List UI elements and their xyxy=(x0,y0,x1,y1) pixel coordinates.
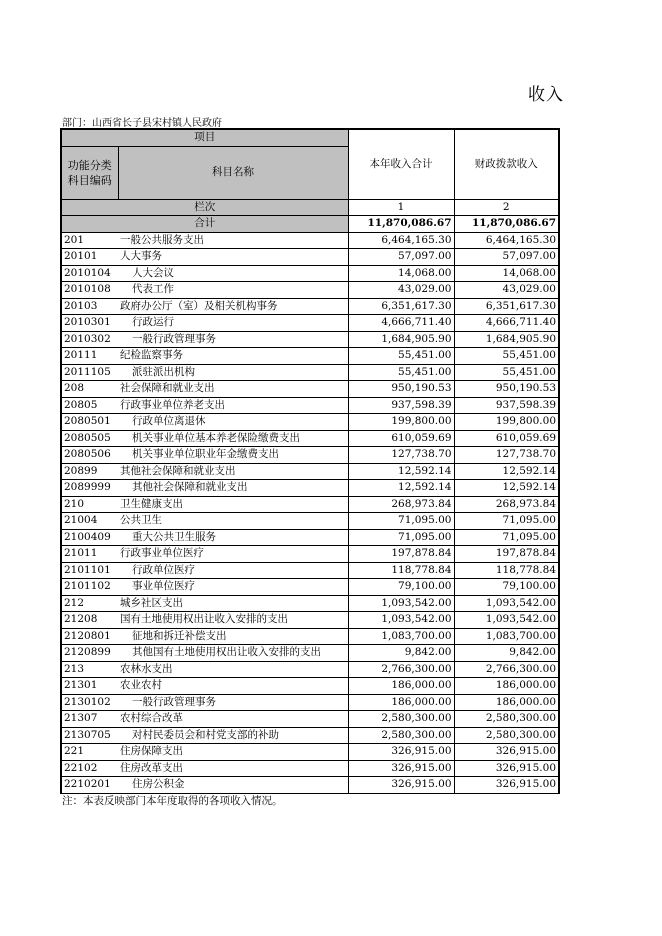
total-c2: 11,870,086.67 xyxy=(454,216,559,233)
row-income-total: 55,451.00 xyxy=(348,348,454,365)
row-name: 其他社会保障和就业支出 xyxy=(118,480,348,497)
row-income-total: 4,666,711.40 xyxy=(348,315,454,332)
row-income-total: 326,915.00 xyxy=(348,777,454,794)
row-code: 20805 xyxy=(61,397,118,414)
table-row xyxy=(61,529,559,546)
row-income-total: 2,580,300.00 xyxy=(348,727,454,744)
row-fiscal-income: 610,059.69 xyxy=(454,430,559,447)
row-fiscal-income: 197,878.84 xyxy=(454,546,559,563)
row-income-total: 55,451.00 xyxy=(348,364,454,381)
row-fiscal-income: 1,083,700.00 xyxy=(454,628,559,645)
row-income-total: 326,915.00 xyxy=(348,744,454,761)
header-row-label: 栏次 xyxy=(61,199,348,216)
row-name: 机关事业单位职业年金缴费支出 xyxy=(118,447,348,464)
table-row xyxy=(61,348,559,365)
row-fiscal-income: 14,068.00 xyxy=(454,265,559,282)
row-fiscal-income: 937,598.39 xyxy=(454,397,559,414)
row-name: 公共卫生 xyxy=(118,513,348,530)
row-income-total: 6,464,165.30 xyxy=(348,232,454,249)
table-row xyxy=(61,414,559,431)
footnote: 注：本表反映部门本年度取得的各项收入情况。 xyxy=(62,795,283,807)
table-row xyxy=(61,232,559,249)
row-income-total: 2,766,300.00 xyxy=(348,661,454,678)
income-table xyxy=(60,128,560,794)
row-code: 212 xyxy=(61,595,118,612)
row-name: 住房公积金 xyxy=(118,777,348,794)
row-name: 农林水支出 xyxy=(118,661,348,678)
row-income-total: 197,878.84 xyxy=(348,546,454,563)
table-row xyxy=(61,381,559,398)
table-row xyxy=(61,760,559,777)
row-code: 208 xyxy=(61,381,118,398)
row-code: 2120801 xyxy=(61,628,118,645)
row-income-total: 2,580,300.00 xyxy=(348,711,454,728)
table-row xyxy=(61,612,559,629)
row-fiscal-income: 1,093,542.00 xyxy=(454,595,559,612)
row-income-total: 326,915.00 xyxy=(348,760,454,777)
row-code: 2010302 xyxy=(61,331,118,348)
row-income-total: 57,097.00 xyxy=(348,249,454,266)
row-name: 人大事务 xyxy=(118,249,348,266)
table-row xyxy=(61,727,559,744)
row-income-total: 12,592.14 xyxy=(348,463,454,480)
row-fiscal-income: 127,738.70 xyxy=(454,447,559,464)
row-name: 派驻派出机构 xyxy=(118,364,348,381)
row-name: 行政事业单位养老支出 xyxy=(118,397,348,414)
row-code: 20899 xyxy=(61,463,118,480)
table-row xyxy=(61,711,559,728)
row-code: 2130705 xyxy=(61,727,118,744)
row-fiscal-income: 326,915.00 xyxy=(454,744,559,761)
row-name: 行政运行 xyxy=(118,315,348,332)
row-code: 21208 xyxy=(61,612,118,629)
table-row xyxy=(61,315,559,332)
header-name: 科目名称 xyxy=(118,146,348,199)
table-row xyxy=(61,397,559,414)
row-name: 住房改革支出 xyxy=(118,760,348,777)
row-income-total: 43,029.00 xyxy=(348,282,454,299)
row-name: 人大会议 xyxy=(118,265,348,282)
row-fiscal-income: 71,095.00 xyxy=(454,529,559,546)
row-income-total: 268,973.84 xyxy=(348,496,454,513)
table-row xyxy=(61,562,559,579)
row-fiscal-income: 79,100.00 xyxy=(454,579,559,596)
row-fiscal-income: 55,451.00 xyxy=(454,348,559,365)
row-name: 住房保障支出 xyxy=(118,744,348,761)
row-fiscal-income: 12,592.14 xyxy=(454,480,559,497)
row-code: 21307 xyxy=(61,711,118,728)
row-income-total: 199,800.00 xyxy=(348,414,454,431)
header-item: 项目 xyxy=(61,129,348,146)
table-row xyxy=(61,628,559,645)
row-code: 2080506 xyxy=(61,447,118,464)
table-row xyxy=(61,463,559,480)
row-income-total: 186,000.00 xyxy=(348,678,454,695)
department-label: 部门：山西省长子县宋村镇人民政府 xyxy=(62,118,222,129)
row-income-total: 9,842.00 xyxy=(348,645,454,662)
row-income-total: 79,100.00 xyxy=(348,579,454,596)
row-name: 农村综合改革 xyxy=(118,711,348,728)
row-fiscal-income: 118,778.84 xyxy=(454,562,559,579)
row-fiscal-income: 950,190.53 xyxy=(454,381,559,398)
row-code: 2089999 xyxy=(61,480,118,497)
row-name: 一般公共服务支出 xyxy=(118,232,348,249)
row-code: 2010104 xyxy=(61,265,118,282)
table-row xyxy=(61,595,559,612)
row-name: 代表工作 xyxy=(118,282,348,299)
row-fiscal-income: 1,093,542.00 xyxy=(454,612,559,629)
table-row xyxy=(61,678,559,695)
table-row xyxy=(61,513,559,530)
row-name: 行政单位医疗 xyxy=(118,562,348,579)
row-code: 20111 xyxy=(61,348,118,365)
row-income-total: 1,684,905.90 xyxy=(348,331,454,348)
row-fiscal-income: 55,451.00 xyxy=(454,364,559,381)
row-income-total: 118,778.84 xyxy=(348,562,454,579)
row-code: 201 xyxy=(61,232,118,249)
table-row xyxy=(61,282,559,299)
row-name: 行政事业单位医疗 xyxy=(118,546,348,563)
row-fiscal-income: 186,000.00 xyxy=(454,694,559,711)
row-income-total: 71,095.00 xyxy=(348,529,454,546)
row-income-total: 950,190.53 xyxy=(348,381,454,398)
row-income-total: 937,598.39 xyxy=(348,397,454,414)
row-name: 社会保障和就业支出 xyxy=(118,381,348,398)
table-row xyxy=(61,496,559,513)
row-name: 其他社会保障和就业支出 xyxy=(118,463,348,480)
row-code: 21301 xyxy=(61,678,118,695)
header-code: 功能分类科目编码 xyxy=(61,146,118,199)
row-fiscal-income: 326,915.00 xyxy=(454,760,559,777)
row-name: 城乡社区支出 xyxy=(118,595,348,612)
row-name: 卫生健康支出 xyxy=(118,496,348,513)
row-code: 2210201 xyxy=(61,777,118,794)
row-code: 2010108 xyxy=(61,282,118,299)
report-title: 收入 xyxy=(528,85,564,105)
row-income-total: 1,093,542.00 xyxy=(348,595,454,612)
row-fiscal-income: 12,592.14 xyxy=(454,463,559,480)
row-code: 2080501 xyxy=(61,414,118,431)
row-fiscal-income: 43,029.00 xyxy=(454,282,559,299)
row-income-total: 12,592.14 xyxy=(348,480,454,497)
row-code: 2100409 xyxy=(61,529,118,546)
table-row xyxy=(61,579,559,596)
row-code: 221 xyxy=(61,744,118,761)
row-income-total: 1,083,700.00 xyxy=(348,628,454,645)
row-name: 政府办公厅（室）及相关机构事务 xyxy=(118,298,348,315)
table-row xyxy=(61,265,559,282)
row-fiscal-income: 2,580,300.00 xyxy=(454,727,559,744)
table-row xyxy=(61,430,559,447)
row-name: 机关事业单位基本养老保险缴费支出 xyxy=(118,430,348,447)
row-income-total: 1,093,542.00 xyxy=(348,612,454,629)
row-fiscal-income: 186,000.00 xyxy=(454,678,559,695)
row-name: 一般行政管理事务 xyxy=(118,331,348,348)
header-row-c1: 1 xyxy=(348,199,454,216)
table-row xyxy=(61,661,559,678)
table-row xyxy=(61,364,559,381)
row-income-total: 610,059.69 xyxy=(348,430,454,447)
row-fiscal-income: 1,684,905.90 xyxy=(454,331,559,348)
row-fiscal-income: 6,351,617.30 xyxy=(454,298,559,315)
row-code: 210 xyxy=(61,496,118,513)
row-name: 征地和拆迁补偿支出 xyxy=(118,628,348,645)
row-code: 20101 xyxy=(61,249,118,266)
row-fiscal-income: 326,915.00 xyxy=(454,777,559,794)
table-row xyxy=(61,694,559,711)
row-income-total: 14,068.00 xyxy=(348,265,454,282)
row-fiscal-income: 4,666,711.40 xyxy=(454,315,559,332)
row-code: 21011 xyxy=(61,546,118,563)
row-fiscal-income: 71,095.00 xyxy=(454,513,559,530)
table-row xyxy=(61,744,559,761)
row-code: 20103 xyxy=(61,298,118,315)
row-code: 2101101 xyxy=(61,562,118,579)
row-name: 事业单位医疗 xyxy=(118,579,348,596)
row-code: 2010301 xyxy=(61,315,118,332)
row-name: 其他国有土地使用权出让收入安排的支出 xyxy=(118,645,348,662)
row-code: 2130102 xyxy=(61,694,118,711)
row-code: 21004 xyxy=(61,513,118,530)
row-name: 国有土地使用权出让收入安排的支出 xyxy=(118,612,348,629)
header-col1: 本年收入合计 xyxy=(348,129,454,199)
row-code: 213 xyxy=(61,661,118,678)
header-col2: 财政拨款收入 xyxy=(454,129,559,199)
row-name: 行政单位离退休 xyxy=(118,414,348,431)
row-fiscal-income: 268,973.84 xyxy=(454,496,559,513)
total-c1: 11,870,086.67 xyxy=(348,216,454,233)
row-fiscal-income: 6,464,165.30 xyxy=(454,232,559,249)
table-row xyxy=(61,249,559,266)
header-row-c2: 2 xyxy=(454,199,559,216)
total-label: 合计 xyxy=(61,216,348,233)
table-row xyxy=(61,645,559,662)
row-name: 纪检监察事务 xyxy=(118,348,348,365)
row-income-total: 71,095.00 xyxy=(348,513,454,530)
row-code: 2101102 xyxy=(61,579,118,596)
row-fiscal-income: 2,766,300.00 xyxy=(454,661,559,678)
row-name: 一般行政管理事务 xyxy=(118,694,348,711)
row-income-total: 6,351,617.30 xyxy=(348,298,454,315)
row-income-total: 186,000.00 xyxy=(348,694,454,711)
row-fiscal-income: 2,580,300.00 xyxy=(454,711,559,728)
row-fiscal-income: 9,842.00 xyxy=(454,645,559,662)
row-fiscal-income: 57,097.00 xyxy=(454,249,559,266)
row-income-total: 127,738.70 xyxy=(348,447,454,464)
row-code: 2080505 xyxy=(61,430,118,447)
table-row xyxy=(61,777,559,794)
table-row xyxy=(61,331,559,348)
row-name: 对村民委员会和村党支部的补助 xyxy=(118,727,348,744)
row-code: 2120899 xyxy=(61,645,118,662)
row-name: 重大公共卫生服务 xyxy=(118,529,348,546)
table-row xyxy=(61,298,559,315)
row-code: 2011105 xyxy=(61,364,118,381)
table-row xyxy=(61,447,559,464)
table-row xyxy=(61,480,559,497)
table-row xyxy=(61,546,559,563)
row-name: 农业农村 xyxy=(118,678,348,695)
row-fiscal-income: 199,800.00 xyxy=(454,414,559,431)
row-code: 22102 xyxy=(61,760,118,777)
